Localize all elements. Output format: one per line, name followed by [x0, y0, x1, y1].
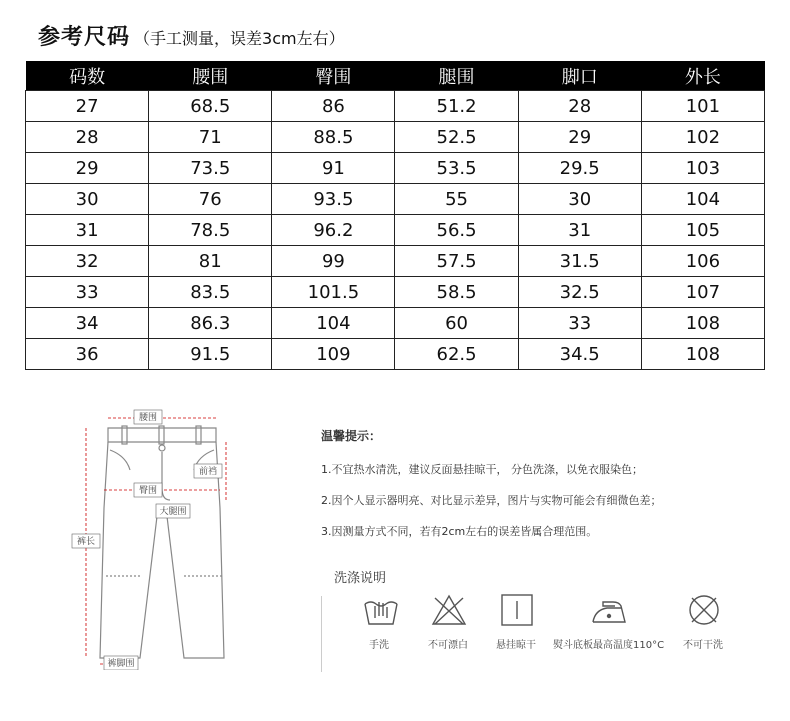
table-cell: 88.5: [272, 122, 395, 153]
table-cell: 108: [641, 339, 764, 370]
label-waist: 腰围: [138, 413, 158, 423]
label-hip: 臀围: [138, 486, 158, 496]
header-hip: 臀围: [272, 61, 395, 91]
table-cell: 60: [395, 308, 518, 339]
notes-title: 温馨提示：: [321, 429, 382, 443]
table-cell: 93.5: [272, 184, 395, 215]
label-hang-dry: 悬挂晾干: [496, 640, 536, 651]
no-dry-clean-icon: [684, 592, 724, 628]
size-table: [25, 61, 765, 370]
table-header-row: [26, 61, 765, 91]
table-cell: 106: [641, 246, 764, 277]
table-cell: 28: [518, 91, 641, 122]
hang-dry-icon: [497, 592, 537, 628]
table-row: [26, 339, 765, 370]
table-cell: 55: [395, 184, 518, 215]
table-cell: 102: [641, 122, 764, 153]
table-cell: 91.5: [149, 339, 272, 370]
table-cell: 76: [149, 184, 272, 215]
wash-title: 洗涤说明: [334, 571, 387, 586]
table-cell: 86.3: [149, 308, 272, 339]
table-cell: 31: [26, 215, 149, 246]
table-cell: 73.5: [149, 153, 272, 184]
table-cell: 58.5: [395, 277, 518, 308]
table-cell: 29: [518, 122, 641, 153]
label-no-bleach: 不可漂白: [428, 640, 468, 651]
table-cell: 29.5: [518, 153, 641, 184]
label-hand-wash: 手洗: [369, 640, 389, 651]
table-cell: 81: [149, 246, 272, 277]
table-cell: 103: [641, 153, 764, 184]
table-cell: 101: [641, 91, 764, 122]
header-thigh: 腿围: [395, 61, 518, 91]
table-cell: 57.5: [395, 246, 518, 277]
table-row: [26, 215, 765, 246]
table-cell: 62.5: [395, 339, 518, 370]
table-cell: 109: [272, 339, 395, 370]
table-cell: 91: [272, 153, 395, 184]
table-cell: 108: [641, 308, 764, 339]
label-front-rise: 前裆: [198, 467, 218, 477]
table-cell: 78.5: [149, 215, 272, 246]
table-cell: 104: [641, 184, 764, 215]
no-bleach-icon: [429, 592, 469, 628]
table-cell: 68.5: [149, 91, 272, 122]
table-cell: 29: [26, 153, 149, 184]
table-cell: 34.5: [518, 339, 641, 370]
table-cell: 27: [26, 91, 149, 122]
table-row: [26, 277, 765, 308]
title-sub: （手工测量，误差3cm左右）: [134, 29, 345, 48]
table-cell: 33: [26, 277, 149, 308]
table-cell: 34: [26, 308, 149, 339]
table-cell: 31.5: [518, 246, 641, 277]
header-size: 码数: [26, 61, 149, 91]
label-thigh: 大腿围: [159, 507, 187, 517]
tip-3: 3.因测量方式不同，若有2cm左右的误差皆属合理范围。: [321, 525, 598, 538]
table-row: [26, 308, 765, 339]
page-title: [38, 20, 345, 51]
table-cell: 71: [149, 122, 272, 153]
table-cell: 33: [518, 308, 641, 339]
label-hem: 裤脚围: [107, 659, 135, 669]
table-cell: 51.2: [395, 91, 518, 122]
table-cell: 31: [518, 215, 641, 246]
table-cell: 30: [518, 184, 641, 215]
table-row: [26, 246, 765, 277]
table-cell: 56.5: [395, 215, 518, 246]
label-no-dry-clean: 不可干洗: [683, 640, 723, 651]
table-cell: 32: [26, 246, 149, 277]
label-iron: 熨斗底板最高温度110°C: [553, 640, 665, 651]
hand-wash-icon: [361, 592, 401, 628]
table-cell: 86: [272, 91, 395, 122]
divider: [321, 596, 322, 672]
table-cell: 28: [26, 122, 149, 153]
table-cell: 105: [641, 215, 764, 246]
table-cell: 52.5: [395, 122, 518, 153]
table-cell: 99: [272, 246, 395, 277]
table-row: [26, 122, 765, 153]
header-waist: 腰围: [149, 61, 272, 91]
label-length: 裤长: [76, 537, 96, 547]
tip-2: 2.因个人显示器明亮、对比显示差异，图片与实物可能会有细微色差；: [321, 494, 662, 507]
table-cell: 107: [641, 277, 764, 308]
table-cell: 53.5: [395, 153, 518, 184]
table-cell: 96.2: [272, 215, 395, 246]
iron-icon: [589, 592, 629, 628]
table-cell: 30: [26, 184, 149, 215]
table-row: [26, 184, 765, 215]
table-row: [26, 153, 765, 184]
header-length: 外长: [641, 61, 764, 91]
pants-diagram: [66, 408, 236, 670]
title-main: 参考尺码: [38, 25, 131, 50]
tip-1: 1.不宜热水清洗，建议反面悬挂晾干， 分色洗涤，以免衣服染色；: [321, 463, 643, 476]
table-row: [26, 91, 765, 122]
table-cell: 36: [26, 339, 149, 370]
table-cell: 32.5: [518, 277, 641, 308]
table-cell: 101.5: [272, 277, 395, 308]
header-hem: 脚口: [518, 61, 641, 91]
table-cell: 104: [272, 308, 395, 339]
table-cell: 83.5: [149, 277, 272, 308]
